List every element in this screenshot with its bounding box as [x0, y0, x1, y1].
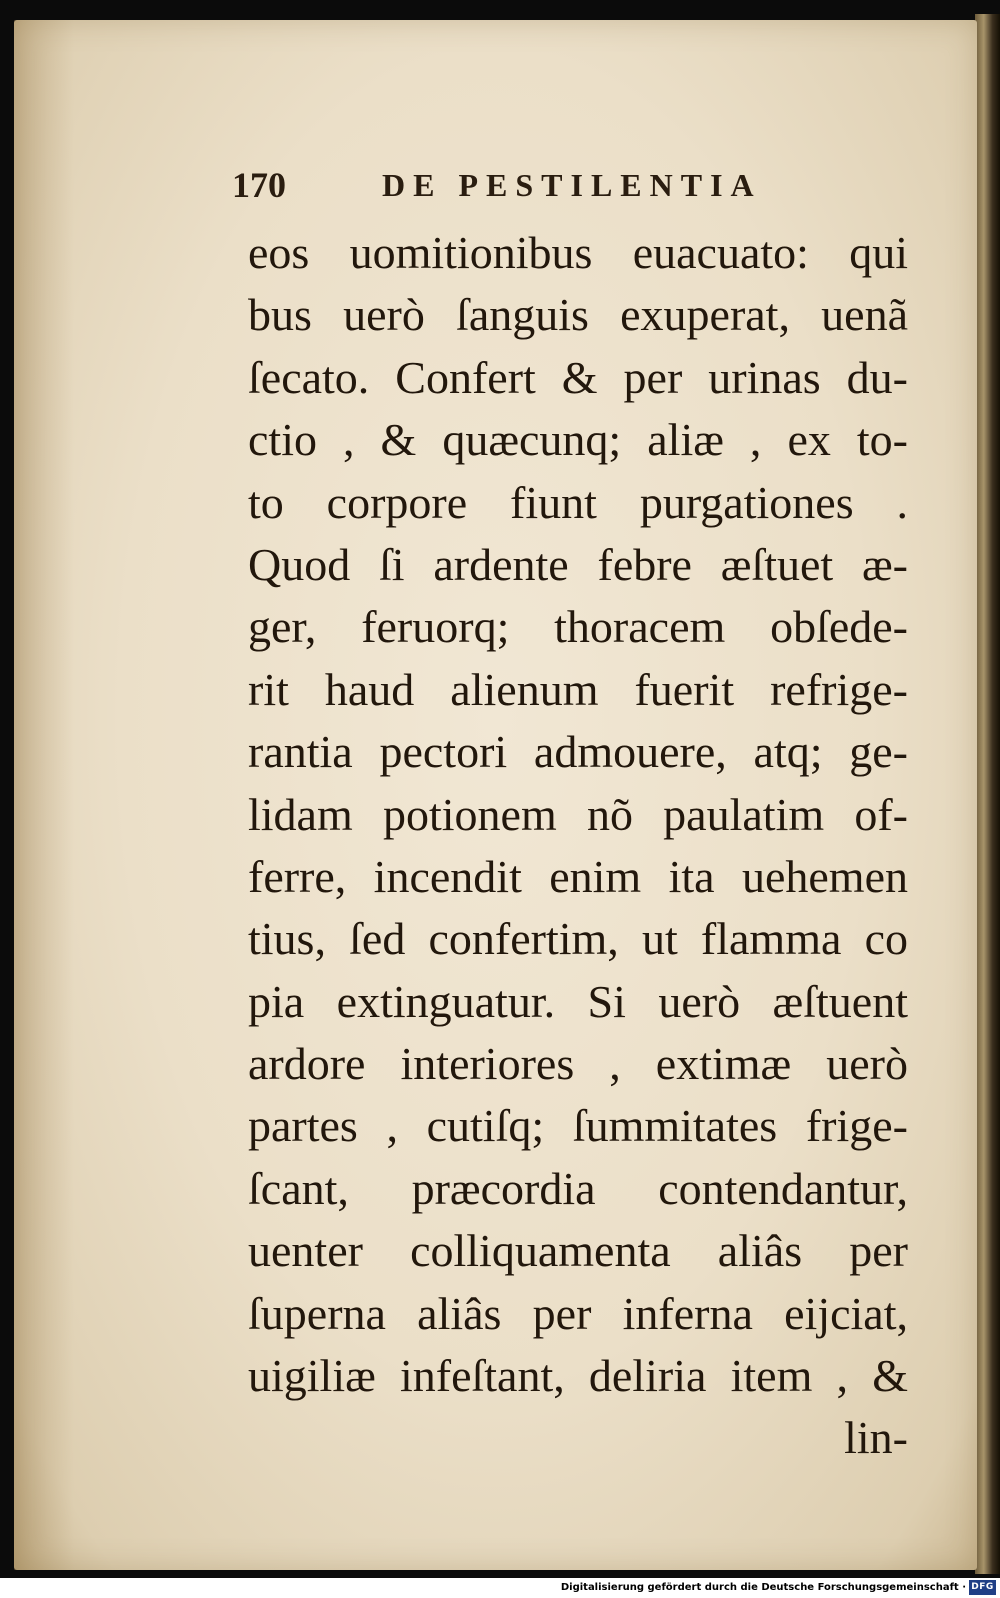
funding-credit: Digitalisierung gefördert durch die Deutsche Forschungsgemeinschaft · — [560, 1582, 966, 1593]
text-line: rit haud alienum fuerit refrige- — [248, 663, 908, 715]
text-line: ardore interiores , extimæ uerò — [248, 1038, 908, 1090]
gutter-shadow — [14, 20, 74, 1570]
text-line: uenter colliquamenta aliâs per — [248, 1225, 908, 1277]
text-line: ſecato. Confert & per urinas du- — [248, 351, 908, 403]
text-line: ſcant, præcordia contendantur, — [248, 1162, 908, 1214]
text-line: ſuperna aliâs per inferna eijciat, — [248, 1287, 908, 1339]
body-text — [248, 222, 908, 1470]
text-line: rantia pectori admouere, atq; ge- — [248, 726, 908, 778]
page-header — [232, 160, 872, 210]
page-number: 170 — [232, 165, 286, 205]
dfg-logo: DFG — [969, 1580, 996, 1595]
book-edge — [975, 14, 1000, 1574]
text-line: Quod ſi ardente febre æſtuet æ- — [248, 538, 908, 590]
text-line: uigiliæ infeſtant, deliria item , & — [248, 1350, 908, 1402]
text-line: ger, feruorq; thoracem obſede- — [248, 601, 908, 653]
text-line: to corpore fiunt purgationes . — [248, 476, 908, 528]
text-line: pia extinguatur. Si uerò æſtuent — [248, 975, 908, 1027]
catchword: lin- — [844, 1412, 908, 1464]
footer-bar — [0, 1578, 1000, 1598]
running-title: DE PESTILENTIA — [382, 167, 762, 203]
text-line: bus uerò ſanguis exuperat, uenã — [248, 289, 908, 341]
text-line: ferre, incendit enim ita uehemen — [248, 850, 908, 902]
text-line: partes , cutiſq; ſummitates frige- — [248, 1100, 908, 1152]
text-line: eos uomitionibus euacuato: qui — [248, 227, 908, 278]
text-line: lidam potionem nõ paulatim of- — [248, 788, 908, 840]
text-line: tius, ſed confertim, ut flamma co — [248, 913, 908, 965]
text-line: ctio , & quæcunq; aliæ , ex to- — [248, 414, 908, 466]
